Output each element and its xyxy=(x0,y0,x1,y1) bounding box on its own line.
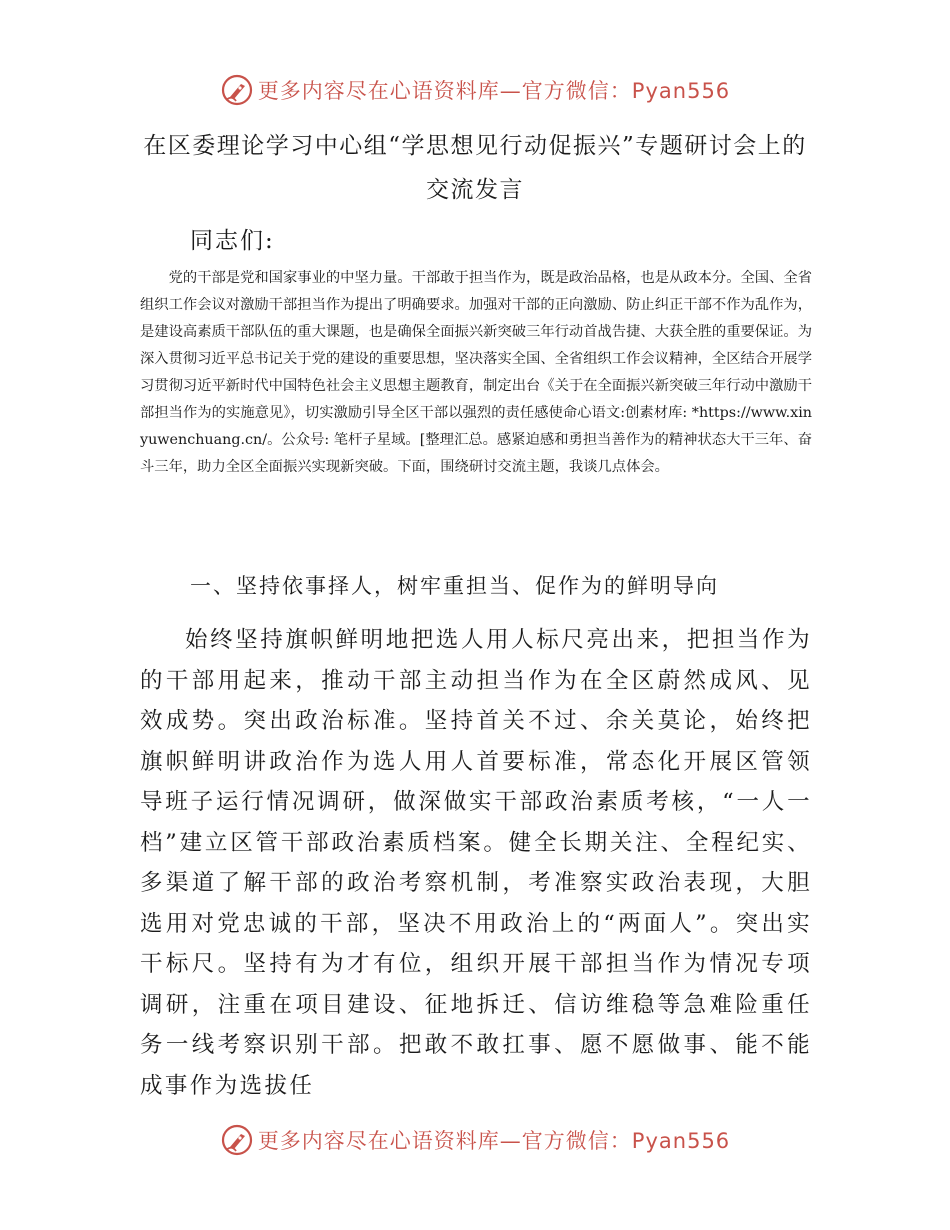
watermark-text: 更多内容尽在心语资料库—官方微信：Pyan556 xyxy=(257,79,731,103)
section-heading-1: 一、坚持依事择人，树牢重担当、促作为的鲜明导向 xyxy=(190,574,719,598)
salutation: 同志们: xyxy=(190,228,275,254)
watermark-text: 更多内容尽在心语资料库—官方微信：Pyan556 xyxy=(257,1129,731,1153)
watermark-banner-bottom xyxy=(0,1120,950,1160)
watermark-banner-top xyxy=(0,70,950,110)
intro-paragraph: 党的干部是党和国家事业的中坚力量。干部敢于担当作为，既是政治品格，也是从政本分。全国、全省组织工作会议对激励干部担当作为提出了明确要求。加强对干部的正向激励、防止纠正干部不作为乱作为，是建设高素质干部队伍的重大课题，也是确保全面振兴新突破三年行动首战告捷、大获全胜的重要保证。为深入贯彻习近平总书记关于党的建设的重要思想，坚决落实全国、全省组织工作会议精神，全区结合开展学习贯彻习近平新时代中国特色社会主义思想主题教育，制定出台《关于在全面振兴新突破三年行动中激励干部担当作为的实施意见》，切实激励引导全区干部以强烈的责任感使命心语文:创素材库: *https://www.xinyuwenchuang.cn/。公众号: 笔杆子星域。[整理汇总。感紧迫感和勇担当善作为的精神状态大干三年、奋斗三年，助力全区全面振兴实现新突破。下面，围绕研讨交流主题，我谈几点体会。 xyxy=(140,270,812,475)
section-paragraph-1: 始终坚持旗帜鲜明地把选人用人标尺亮出来，把担当作为的干部用起来，推动干部主动担当作为在全区蔚然成风、见效成势。突出政治标准。坚持首关不过、余关莫论，始终把旗帜鲜明讲政治作为选人用人首要标准，常态化开展区管领导班子运行情况调研，做深做实干部政治素质考核，“一人一档”建立区管干部政治素质档案。健全长期关注、全程纪实、多渠道了解干部的政治考察机制，考准察实政治表现，大胆选用对党忠诚的干部，坚决不用政治上的“两面人”。突出实干标尺。坚持有为才有位，组织开展干部担当作为情况专项调研，注重在项目建设、征地拆迁、信访维稳等急难险重任务一线考察识别干部。把敢不敢扛事、愿不愿做事、能不能成事作为选拔任 xyxy=(140,627,812,1099)
document-title: 在区委理论学习中心组“学思想见行动促振兴”专题研讨会上的交流发言 xyxy=(143,133,807,203)
pen-nib-icon xyxy=(220,73,254,107)
pen-nib-icon xyxy=(220,1123,254,1157)
